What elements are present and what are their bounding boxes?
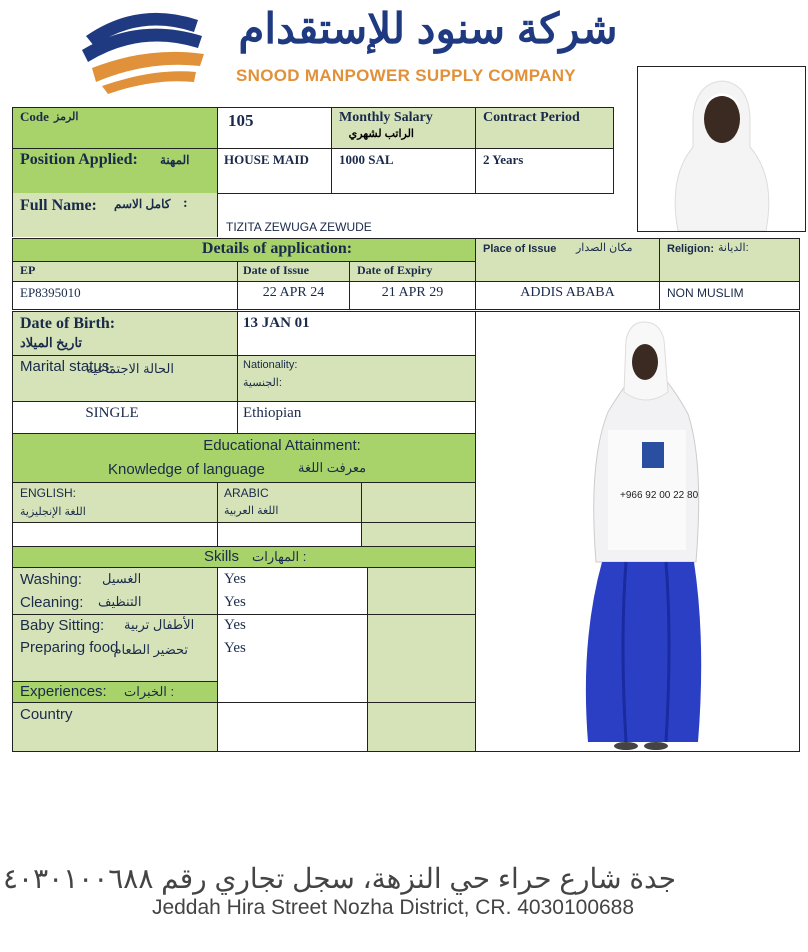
issue-label: Date of Issue [243, 263, 309, 277]
skills-header-ar: المهارات : [252, 549, 307, 564]
baby-sitting-value: Yes [224, 617, 246, 633]
washing-label-ar: الغسيل [102, 571, 142, 586]
preparing-food-value: Yes [224, 640, 246, 656]
country-value-cell [217, 702, 368, 752]
position-label-ar: المهنة [160, 153, 190, 167]
baby-sitting-label-ar: الأطفال تربية [124, 617, 195, 632]
footer-address-ar: جدة شارع حراء حي النزهة، سجل تجاري رقم ٤٠٣٠١٠٠٦٨٨ [2, 863, 676, 894]
skills-header-cell [12, 546, 476, 568]
expiry-value: 21 APR 29 [381, 285, 444, 300]
preparing-food-label-ar: تحضير الطعام [113, 642, 188, 657]
english-value-cell [12, 522, 218, 547]
marital-label-ar: الحالة الاجتماعية [86, 361, 174, 376]
place-label: Place of Issue [483, 243, 557, 255]
code-label: Code [20, 109, 49, 124]
details-header: Details of application: [201, 240, 353, 257]
ep-label: EP [20, 263, 36, 277]
issue-value: 22 APR 24 [262, 285, 325, 300]
experiences-label-ar: الخبرات : [124, 684, 175, 699]
language-label: Knowledge of language [108, 461, 265, 478]
dob-label-ar: تاريخ الميلاد [20, 335, 83, 350]
cleaning-label-ar: التنظيف [98, 594, 142, 609]
skills-extra-cell-2 [367, 614, 476, 703]
passport-photo [637, 66, 806, 232]
english-label-ar: اللغة الإنجليزية [20, 506, 86, 518]
ep-label-cell [12, 261, 238, 282]
arabic-label-ar: اللغة العربية [224, 505, 279, 517]
position-value: HOUSE MAID [224, 152, 309, 167]
arabic-value-cell [217, 522, 362, 547]
company-name-english: SNOOD MANPOWER SUPPLY COMPANY [236, 66, 576, 85]
salary-label-ar: الراتب لشهري [348, 128, 414, 140]
nationality-label: Nationality: [243, 359, 298, 371]
education-header: Educational Attainment: [203, 437, 361, 454]
ep-value: EP8395010 [20, 285, 81, 300]
company-name-arabic: شركة سنود للإستقدام [238, 5, 618, 52]
full-body-photo [475, 311, 800, 752]
dob-value: 13 JAN 01 [243, 315, 310, 331]
english-label: ENGLISH: [20, 486, 77, 500]
marital-value: SINGLE [85, 405, 139, 421]
position-label: Position Applied: [20, 151, 138, 168]
company-logo [78, 6, 208, 96]
country-label: Country [20, 706, 73, 723]
language-extra-value-cell [361, 522, 476, 547]
religion-label-ar: الديانة: [718, 242, 749, 254]
expiry-label: Date of Expiry [357, 263, 433, 277]
footer-address-en: Jeddah Hira Street Nozha District, CR. 4030100688 [151, 896, 635, 919]
arabic-label: ARABIC [224, 486, 269, 500]
religion-value: NON MUSLIM [667, 286, 744, 300]
salary-label: Monthly Salary [339, 110, 433, 125]
marital-label: Marital status- [20, 358, 115, 375]
cleaning-value: Yes [224, 594, 246, 610]
country-extra-cell [367, 702, 476, 752]
fullname-colon: : [183, 196, 188, 211]
period-label: Contract Period [483, 110, 580, 125]
language-label-ar: معرفت اللغة [298, 460, 367, 475]
fullname-value: TIZITA ZEWUGA ZEWUDE [226, 220, 372, 234]
dob-label: Date of Birth: [20, 315, 116, 332]
code-value: 105 [228, 111, 254, 130]
cleaning-label: Cleaning: [20, 594, 84, 611]
language-extra-cell [361, 482, 476, 523]
fullname-label: Full Name: [20, 197, 97, 214]
experiences-label: Experiences: [20, 683, 107, 700]
religion-label: Religion: [667, 243, 715, 255]
skills-extra-cell-1 [367, 567, 476, 615]
shirt-phone-text: +966 92 00 22 80 [620, 490, 699, 501]
place-label-ar: مكان الصدار [576, 242, 633, 254]
preparing-food-label: Preparing food [20, 639, 119, 656]
place-value: ADDIS ABABA [520, 285, 615, 300]
code-label-ar: الرمز [54, 111, 79, 123]
period-value: 2 Years [483, 152, 524, 167]
baby-sitting-label: Baby Sitting: [20, 617, 105, 634]
skills-header: Skills [204, 548, 240, 565]
washing-label: Washing: [20, 571, 82, 588]
washing-value: Yes [224, 571, 246, 587]
fullname-label-ar: كامل الاسم [114, 197, 171, 211]
nationality-value: Ethiopian [243, 405, 302, 421]
nationality-label-ar: الجنسية: [243, 377, 282, 389]
salary-value: 1000 SAL [339, 152, 394, 167]
